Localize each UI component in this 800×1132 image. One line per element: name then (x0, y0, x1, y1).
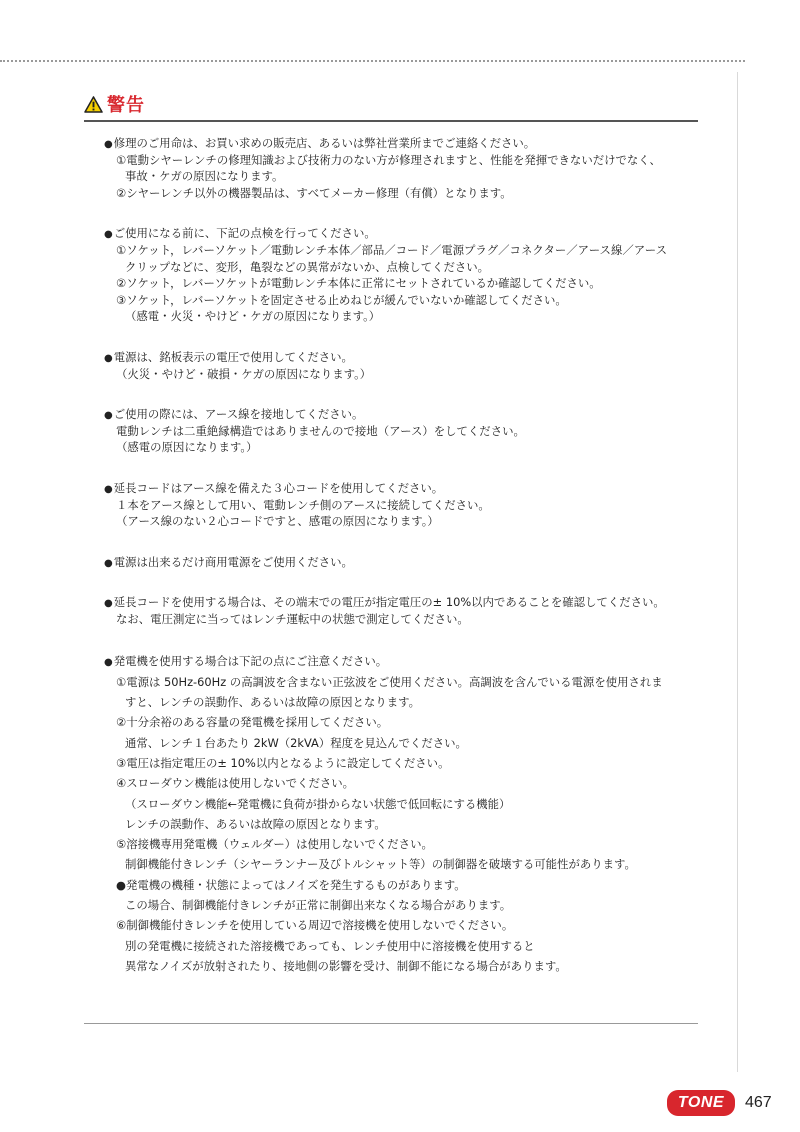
warning-commercial-power (104, 554, 704, 571)
warning-item-line: 制御機能付きレンチ（シヤーランナー及びトルシャット等）の制御器を破壊する可能性があります。 (125, 857, 636, 872)
warning-item-line: ①電動シヤーレンチの修理知識および技術力のない方が修理されますと、性能を発揮できないだけでなく、 (116, 152, 661, 167)
warning-repair (104, 135, 704, 201)
warning-item-line: 通常、レンチ１台あたり 2kW（2kVA）程度を見込んでください。 (125, 735, 467, 750)
warning-lead-line: ● ご使用になる前に、下記の点検を行ってください。 (104, 225, 704, 242)
warning-item-line: 事故・ケガの原因になります。 (125, 169, 284, 184)
warning-lead-line: ● 電源は、銘板表示の電圧で使用してください。 (104, 349, 704, 366)
warning-item-line: （感電・火災・やけど・ケガの原因になります。） (125, 309, 381, 324)
warning-triangle-icon (84, 96, 103, 113)
warning-item-line: ①電源は 50Hz-60Hz の高調波を含まない正弦波をご使用ください。高調波を含んでいる電源を使用されま (116, 674, 663, 689)
warning-item-line: （感電の原因になります。） (116, 440, 258, 455)
warning-item-line: 電動レンチは二重絶縁構造ではありませんので接地（アース）をしてください。 (116, 423, 525, 438)
warning-item-line: ③ソケット，レバーソケットを固定させる止めねじが緩んでいないか確認してください。 (116, 292, 567, 307)
warning-item-line: （火災・やけど・破損・ケガの原因になります。） (116, 366, 372, 381)
warning-inspection (104, 225, 704, 325)
warning-item-line: （スローダウン機能←発電機に負荷が掛からない状態で低回転にする機能） (125, 796, 511, 811)
warning-item-line: 別の発電機に接続された溶接機であっても、レンチ使用中に溶接機を使用すると (125, 938, 535, 953)
warning-item-line: レンチの誤動作、あるいは故障の原因となります。 (125, 816, 386, 831)
warning-item-line: ●発電機の機種・状態によってはノイズを発生するものがあります。 (116, 877, 466, 892)
page-title: 警告 (107, 95, 145, 116)
warning-item-line: ⑥制御機能付きレンチを使用している周辺で溶接機を使用しないでください。 (116, 918, 514, 933)
heading-rule (84, 120, 698, 122)
footer-rule (84, 1023, 698, 1024)
warning-lead-line: ● 延長コードはアース線を備えた３心コードを使用してください。 (104, 480, 704, 497)
warning-lead-line: ● 延長コードを使用する場合は、その端末での電圧が指定電圧の± 10%以内であることを確認してください。 (104, 594, 704, 611)
warning-item-line: この場合、制御機能付きレンチが正常に制御出来なくなる場合があります。 (125, 898, 512, 913)
right-margin-rule (737, 72, 738, 1072)
warning-item-line: 異常なノイズが放射されたり、接地側の影響を受け、制御不能になる場合があります。 (125, 958, 567, 973)
page-number: 467 (745, 1094, 772, 1111)
warning-grounding (104, 406, 704, 456)
warning-item-line: クリップなどに、変形，亀裂などの異常がないか、点検してください。 (125, 259, 490, 274)
warning-item-line: １本をアース線として用い、電動レンチ側のアースに接続してください。 (116, 497, 490, 512)
warning-item-line: すと、レンチの誤動作、あるいは故障の原因となります。 (125, 695, 420, 710)
warning-item-line: ①ソケット，レバーソケット／電動レンチ本体／部品／コード／電源プラグ／コネクター／アース線／アース (116, 242, 667, 257)
logo-text: TONE (677, 1094, 725, 1111)
warning-item-line: ③電圧は指定電圧の± 10%以内となるように設定してください。 (116, 755, 450, 770)
warning-extension-cord (104, 480, 704, 530)
warning-item-line: ⑤溶接機専用発電機（ウェルダー）は使用しないでください。 (116, 837, 433, 852)
warning-item-line: ④スローダウン機能は使用しないでください。 (116, 776, 355, 791)
warning-generator (104, 651, 704, 976)
top-dotted-rule (0, 60, 745, 62)
warning-cord-voltage (104, 594, 704, 627)
warning-lead-line: ● 修理のご用命は、お買い求めの販売店、あるいは弊社営業所までご連絡ください。 (104, 135, 704, 152)
warning-heading (84, 91, 145, 117)
warning-item-line: （アース線のない２心コードですと、感電の原因になります。） (116, 514, 439, 529)
warning-lead-line: ● 発電機を使用する場合は下記の点にご注意ください。 (104, 651, 704, 671)
warning-item-line: ②ソケット，レバーソケットが電動レンチ本体に正常にセットされているか確認してください。 (116, 276, 601, 291)
warning-item-line: ②十分余裕のある容量の発電機を採用してください。 (116, 715, 389, 730)
warning-lead-line: ● ご使用の際には、アース線を接地してください。 (104, 406, 704, 423)
warning-item-line: なお、電圧測定に当ってはレンチ運転中の状態で測定してください。 (116, 611, 469, 626)
warning-list (104, 135, 704, 976)
tone-logo (667, 1090, 735, 1116)
warning-item-line: ②シヤーレンチ以外の機器製品は、すべてメーカー修理（有償）となります。 (116, 185, 512, 200)
warning-voltage (104, 349, 704, 382)
warning-lead-line: ● 電源は出来るだけ商用電源をご使用ください。 (104, 554, 704, 571)
